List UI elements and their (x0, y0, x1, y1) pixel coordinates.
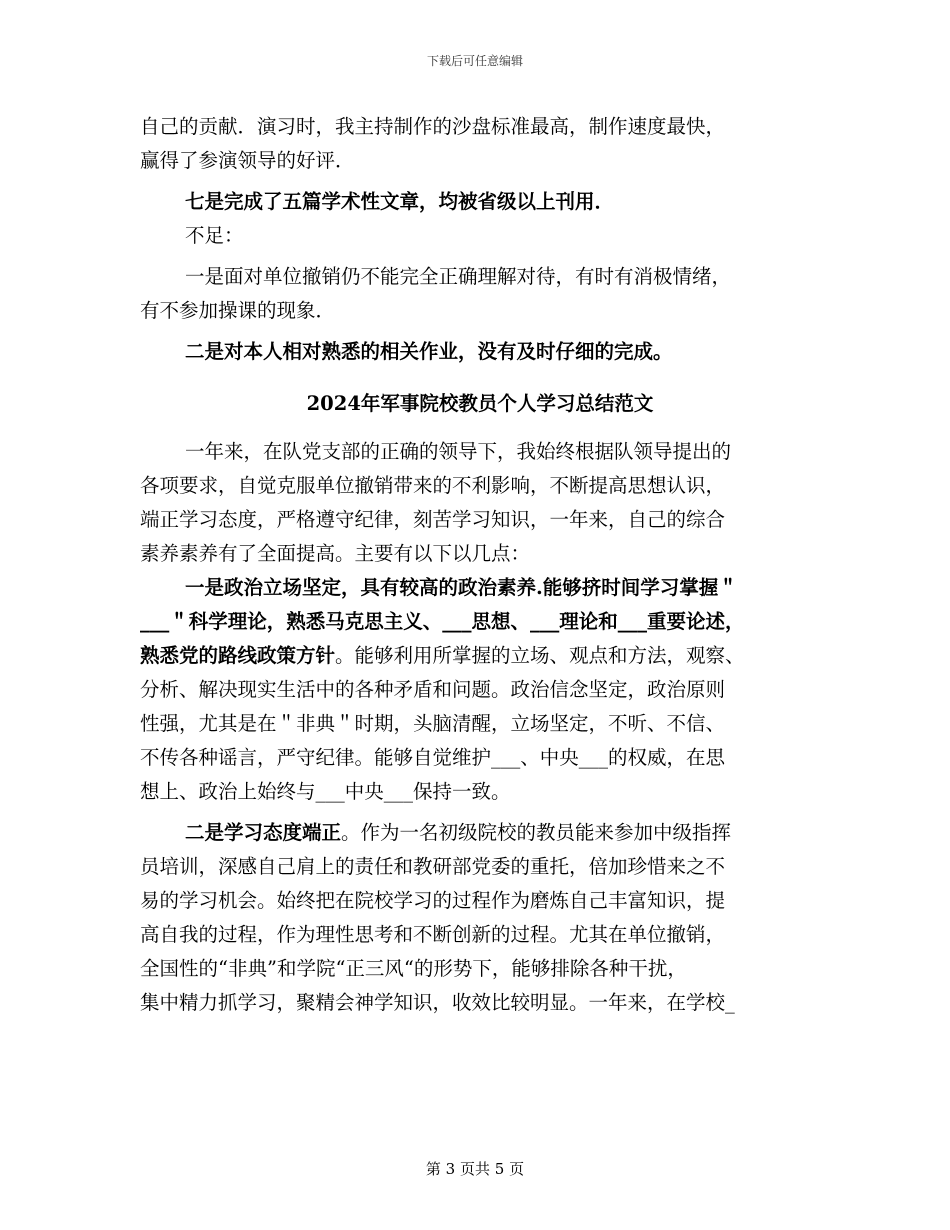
paragraph-line: 素养素养有了全面提高。主要有以下以几点： (140, 542, 531, 565)
paragraph-line: 不传各种谣言，严守纪律。能够自觉维护___、中央___的权威，在思 (140, 746, 726, 769)
paragraph-line: 高自我的过程，作为理性思考和不断创新的过程。尤其在单位撤销， (140, 923, 726, 946)
paragraph-line: 员培训，深感自己肩上的责任和教研部党委的重托，倍加珍惜来之不 (140, 855, 726, 878)
paragraph-line: 性强，尤其是在＂非典＂时期，头脑清醒，立场坚定，不听、不信、 (140, 712, 726, 735)
paragraph-line: 易的学习机会。始终把在院校学习的过程作为磨炼自己丰富知识，提 (140, 889, 726, 912)
paragraph-line: 全国性的“非典”和学院“正三风“的形势下，能够排除各种干扰， (140, 957, 687, 980)
text-run: 。能够利用所掌握的立场、观点和方法，观察、 (335, 644, 745, 667)
paragraph-line (140, 639, 820, 673)
point-one-heading: 一是政治立场坚定，具有较高的政治素养.能够挤时间学习掌握＂ (185, 576, 738, 599)
section-title: 2024年军事院校教员个人学习总结范文 (306, 392, 654, 415)
point-seven: 七是完成了五篇学术性文章，均被省级以上刊用． (185, 190, 615, 213)
paragraph-line: 想上、政治上始终与___中央___保持一致。 (140, 780, 511, 803)
page-footer: 第 3 页共 5 页 (425, 1160, 525, 1178)
paragraph-line: 自己的贡献．演习时，我主持制作的沙盘标准最高，制作速度最快， (140, 115, 726, 138)
bold-phrase: 二是学习态度端正 (185, 821, 342, 844)
paragraph-line: 一年来，在队党支部的正确的领导下，我始终根据队领导提出的 (185, 440, 732, 463)
paragraph-line: 有不参加操课的现象． (140, 299, 336, 322)
page-header: 下载后可任意编辑 (426, 54, 523, 68)
paragraph-line: 集中精力抓学习，聚精会神学知识，收效比较明显。一年来，在学校_ (140, 991, 735, 1014)
paragraph-line: 端正学习态度，严格遵守纪律，刻苦学习知识，一年来，自己的综合 (140, 508, 726, 531)
paragraph-line: 一是面对单位撤销仍不能完全正确理解对待，有时有消极情绪， (185, 265, 732, 288)
paragraph-line: 赢得了参演领导的好评． (140, 149, 355, 172)
document-body (140, 110, 820, 1020)
shortcoming-two: 二是对本人相对熟悉的相关作业，没有及时仔细的完成。 (185, 340, 673, 363)
point-one-heading-cont: ___＂科学理论，熟悉马克思主义、___思想、___理论和___重要论述， (140, 610, 745, 633)
bold-phrase: 熟悉党的路线政策方针 (140, 644, 336, 667)
paragraph-line (140, 816, 820, 850)
paragraph-line: 分析、解决现实生活中的各种矛盾和问题。政治信念坚定，政治原则 (140, 678, 726, 701)
shortcomings-label: 不足： (185, 224, 244, 247)
text-run: 。作为一名初级院校的教员能来参加中级指挥 (341, 821, 732, 844)
paragraph-line: 各项要求，自觉克服单位撤销带来的不利影响，不断提高思想认识， (140, 474, 726, 497)
